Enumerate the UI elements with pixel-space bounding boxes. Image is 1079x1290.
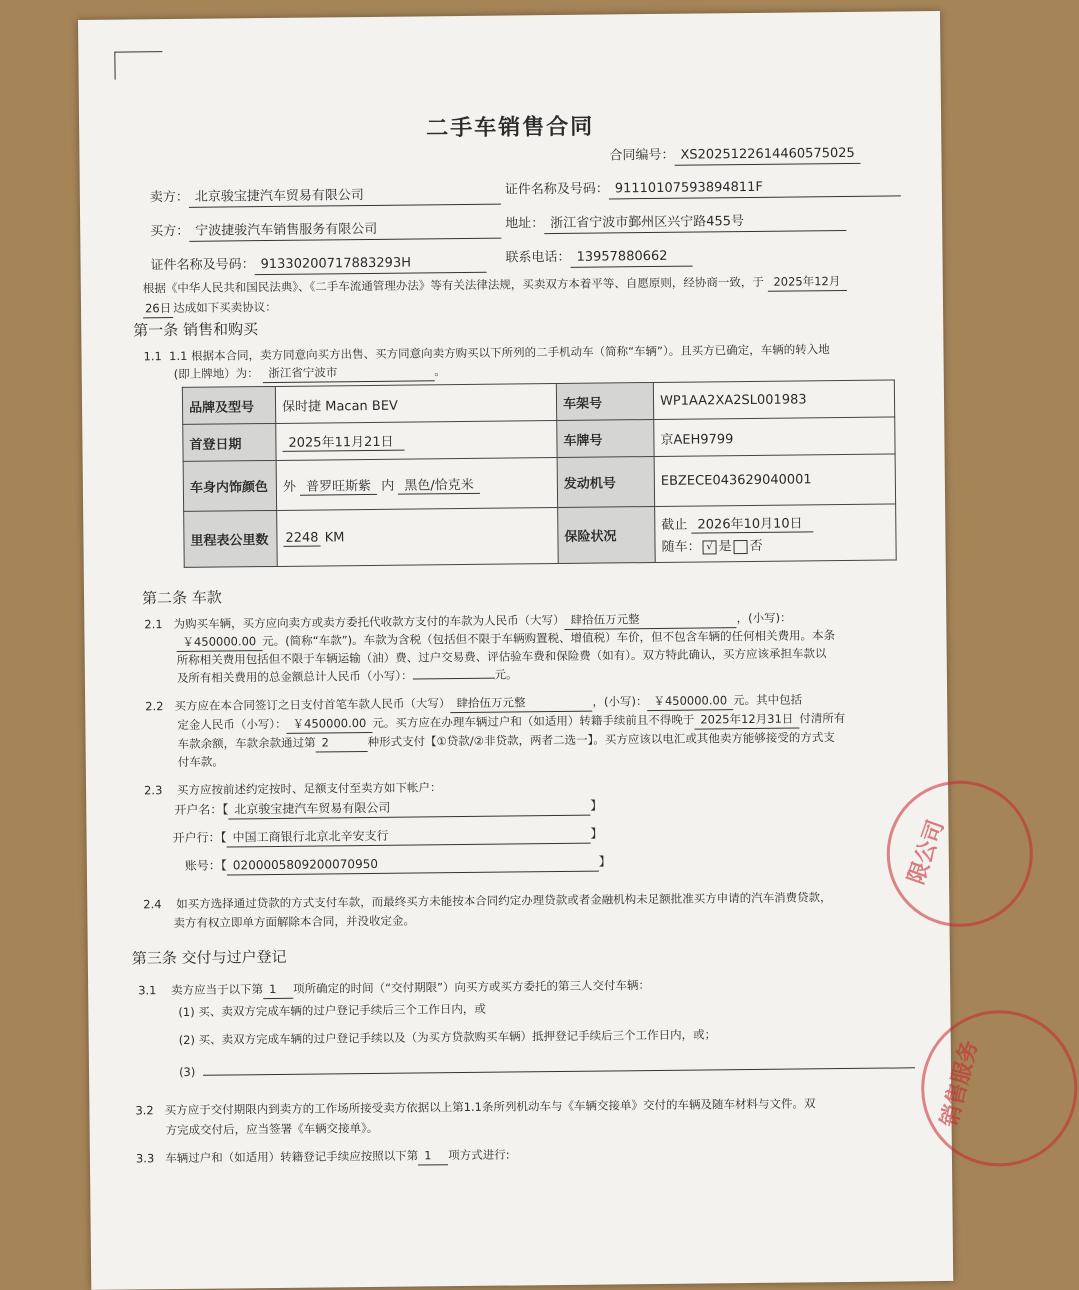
engine-value: EBZECE043629040001 (654, 454, 896, 507)
insurance-until: 2026年10月10日 (691, 512, 813, 533)
buyer-label: 买方： (150, 223, 190, 240)
clause-number: 3.2 (135, 1103, 154, 1118)
first-registration-value: 2025年11月21日 (282, 431, 404, 452)
buyer-id: 91330200717883293H (254, 254, 486, 275)
company-seal-bottom: 销售服务 (920, 1010, 1078, 1168)
deposit-amount: ￥450000.00 (287, 714, 373, 734)
preamble-line-1: 根据《中华人民共和国民法典》、《二手车流通管理办法》等有关法律法规，买卖双方本着平等、自愿原则，经协商一致，于 2025年12月 (143, 272, 847, 298)
price-uppercase: 肆拾伍万元整 (564, 609, 736, 630)
vin-label: 车架号 (556, 382, 653, 420)
buyer-id-row (150, 254, 486, 277)
insurance-cell: 截止 2026年10月10日 随车： √ 是 否 (655, 504, 897, 563)
account-name-row: 开户名：【 北京骏宝捷汽车贸易有限公司 】 (174, 797, 602, 820)
phone-row (505, 248, 692, 269)
company-seal-top: 限公司 (886, 780, 1034, 928)
account-number-row: 账号：【 0200005809200070950 】 (185, 852, 611, 875)
delivery-option-3-blank (203, 1067, 915, 1075)
phone: 13957880662 (570, 248, 692, 268)
clause-2-1-line3: 所称相关费用包括但不限于车辆运输（油）费、过户交易费、评估验车费和保险费（如有）。双方特此确认，买方应该承担车款以 (176, 646, 827, 668)
clause-2-4-line2: 卖方有权立即单方面解除本合同，并没收定金。 (173, 913, 416, 931)
color-cell: 外 普罗旺斯紫 内 黑色/恰克米 (276, 458, 558, 511)
insurance-label: 保险状况 (558, 506, 656, 563)
buyer-name: 宁波捷骏汽车销售服务有限公司 (189, 220, 501, 242)
delivery-option-1: (1) 买、卖双方完成车辆的过户登记手续后三个工作日内，或 (178, 1001, 486, 1020)
bank-row: 开户行：【 中国工商银行北京北辛安支行 】 (172, 825, 602, 849)
document-title: 二手车销售合同 (426, 114, 595, 142)
seller-label: 卖方： (149, 189, 189, 206)
article-2-heading: 第二条 车款 (141, 588, 222, 608)
bank-name: 中国工商银行北京北辛安支行 (226, 825, 590, 848)
brand-label: 品牌及型号 (182, 386, 275, 424)
clause-3-2-line2: 方完成交付后，应当签署《车辆交接单》。 (165, 1120, 379, 1138)
insurance-yes-checkbox: √ (702, 540, 716, 554)
first-registration-cell (276, 421, 557, 461)
vehicle-info-table (182, 379, 897, 567)
mileage-label: 里程表公里数 (184, 510, 278, 567)
first-registration-label: 首登日期 (183, 423, 276, 461)
first-payment-amount: ￥450000.00 (647, 691, 733, 711)
clause-2-1-line4: 及所有相关费用的总金额总计人民币（小写）： 元。 (176, 667, 518, 686)
first-payment-uppercase: 肆拾伍万元整 (450, 693, 592, 713)
delivery-option-3: (3) (179, 1055, 915, 1081)
interior-color: 黑色/恰克米 (398, 473, 480, 494)
seller-id: 91110107593894811F (609, 177, 901, 199)
contract-number: XS2025122614460575025 (674, 145, 861, 166)
payment-option: 2 (315, 733, 367, 753)
clause-number: 2.1 (144, 617, 163, 632)
registration-place: 浙江省宁波市 (262, 362, 434, 383)
payoff-date: 2025年12月31日 (694, 709, 799, 729)
clause-2-2-line1: 2.2 买方应在本合同签订之日支付首笔车款人民币（大写） 肆拾伍万元整 ，(小写)： ￥450000.00 元。其中包括 (145, 692, 803, 714)
clause-2-3: 2.3 买方应按前述约定按时、足额支付至卖方如下帐户： (143, 780, 442, 798)
clause-number: 3.3 (135, 1151, 155, 1166)
plate-value: 京AEH9799 (654, 417, 895, 457)
account-number: 0200005809200070950 (227, 853, 599, 876)
contract-number-row (609, 145, 861, 167)
seller-name: 北京骏宝捷汽车贸易有限公司 (189, 186, 501, 208)
clause-number: 2.2 (145, 699, 164, 714)
account-name: 北京骏宝捷汽车贸易有限公司 (228, 797, 590, 820)
table-row (183, 454, 895, 511)
mileage-cell: 2248 KM (277, 508, 559, 567)
contract-number-label: 合同编号： (609, 147, 675, 164)
clause-3-2-line1: 3.2 买方应于交付期限内到卖方的工作场所接受卖方依据以上第1.1条所列机动车与《车辆交接单》交付的车辆及随车材料与文件。双 (135, 1096, 816, 1118)
clause-3-3: 3.3 车辆过户和（如适用）转籍登记手续应按照以下第 1 项方式进行: (135, 1147, 510, 1166)
buyer-id-label: 证件名称及号码： (150, 257, 255, 274)
engine-label: 发动机号 (557, 456, 655, 507)
table-row (184, 504, 897, 567)
clause-2-1-line2: ￥450000.00 元。(简称“车款”)。车款为含税（包括但不限于车辆购置税、增值税）车价，但不包含车辆的任何相关费用。本条 (176, 626, 835, 652)
seller-id-label: 证件名称及号码： (504, 181, 609, 198)
address: 浙江省宁波市鄞州区兴宁路455号 (544, 212, 846, 234)
clause-2-1-line1: 2.1 为购买车辆，买方应向卖方或卖方委托代收款方支付的车款为人民币（大写） 肆拾伍万元整 ，(小写)： (144, 610, 792, 632)
seller-id-row (505, 177, 901, 200)
clause-1-1-line2: (即上牌地）为： 浙江省宁波市 。 (174, 362, 446, 384)
mileage-value: 2248 (283, 530, 320, 546)
clause-2-2-line4: 付车款。 (177, 754, 224, 769)
clause-number: 3.1 (138, 983, 157, 998)
clause-2-4-line1: 2.4 如买方选择通过贷款的方式支付车款，而最终买方未能按本合同约定办理贷款或者金融机构未足额批准买方申请的汽车消费贷款， (143, 890, 832, 912)
clause-1-1-line1: 1.1 1.1 根据本合同，卖方同意向买方出售、买方同意向卖方购买以下所列的二手机动车（简称“车辆”）。且买方已确定，车辆的转入地 (143, 342, 830, 364)
exterior-color: 普罗旺斯紫 (300, 474, 377, 495)
corner-mark (114, 51, 162, 53)
clause-3-1: 3.1 卖方应当于以下第 1 项所确定的时间（“交付期限”）向买方或买方委托的第三人交付车辆： (138, 978, 651, 998)
article-3-heading: 第三条 交付与过户登记 (131, 947, 287, 968)
clause-2-2-line2: 定金人民币（小写）： ￥450000.00 元。买方应在办理车辆过户和（如适用）转籍手续前且不得晚于 2025年12月31日 付清所有 (177, 711, 846, 732)
preamble-line-2: 26日 达成如下买卖协议： (143, 298, 277, 318)
clause-number: 2.3 (143, 783, 163, 798)
clause-number: 2.4 (143, 897, 162, 912)
phone-label: 联系电话： (505, 249, 571, 266)
agreement-date-part2: 26日 (143, 299, 173, 318)
delivery-option-2: (2) 买、卖双方完成车辆的过户登记手续以及（为买方贷款购买车辆）抵押登记手续后三个工作日内，或； (178, 1027, 717, 1048)
price-amount: ￥450000.00 (176, 632, 262, 652)
clause-number: 1.1 (143, 349, 162, 364)
article-1-heading: 第一条 销售和购买 (133, 320, 259, 340)
address-row (505, 212, 846, 235)
clause-2-2-line3: 车款余额，车款余款通过第 2 种形式支付【①贷款/②非贷款，两者二选一】。买方应该以电汇或其他卖方能够接受的方式支 (177, 730, 835, 751)
insurance-no-checkbox (734, 540, 748, 554)
color-label: 车身内饰颜色 (183, 460, 277, 511)
contract-page (78, 11, 984, 1290)
buyer-row (150, 220, 501, 243)
delivery-option: 1 (263, 980, 293, 999)
total-amount-blank (413, 678, 495, 680)
agreement-date-part1: 2025年12月 (767, 272, 846, 292)
corner-mark-vertical (114, 52, 115, 80)
seller-row (150, 186, 501, 209)
transfer-option: 1 (418, 1146, 448, 1165)
vin-value: WP1AA2XA2SL001983 (653, 380, 894, 420)
address-label: 地址： (505, 216, 545, 232)
brand-value: 保时捷 Macan BEV (275, 384, 556, 424)
plate-label: 车牌号 (557, 419, 654, 457)
